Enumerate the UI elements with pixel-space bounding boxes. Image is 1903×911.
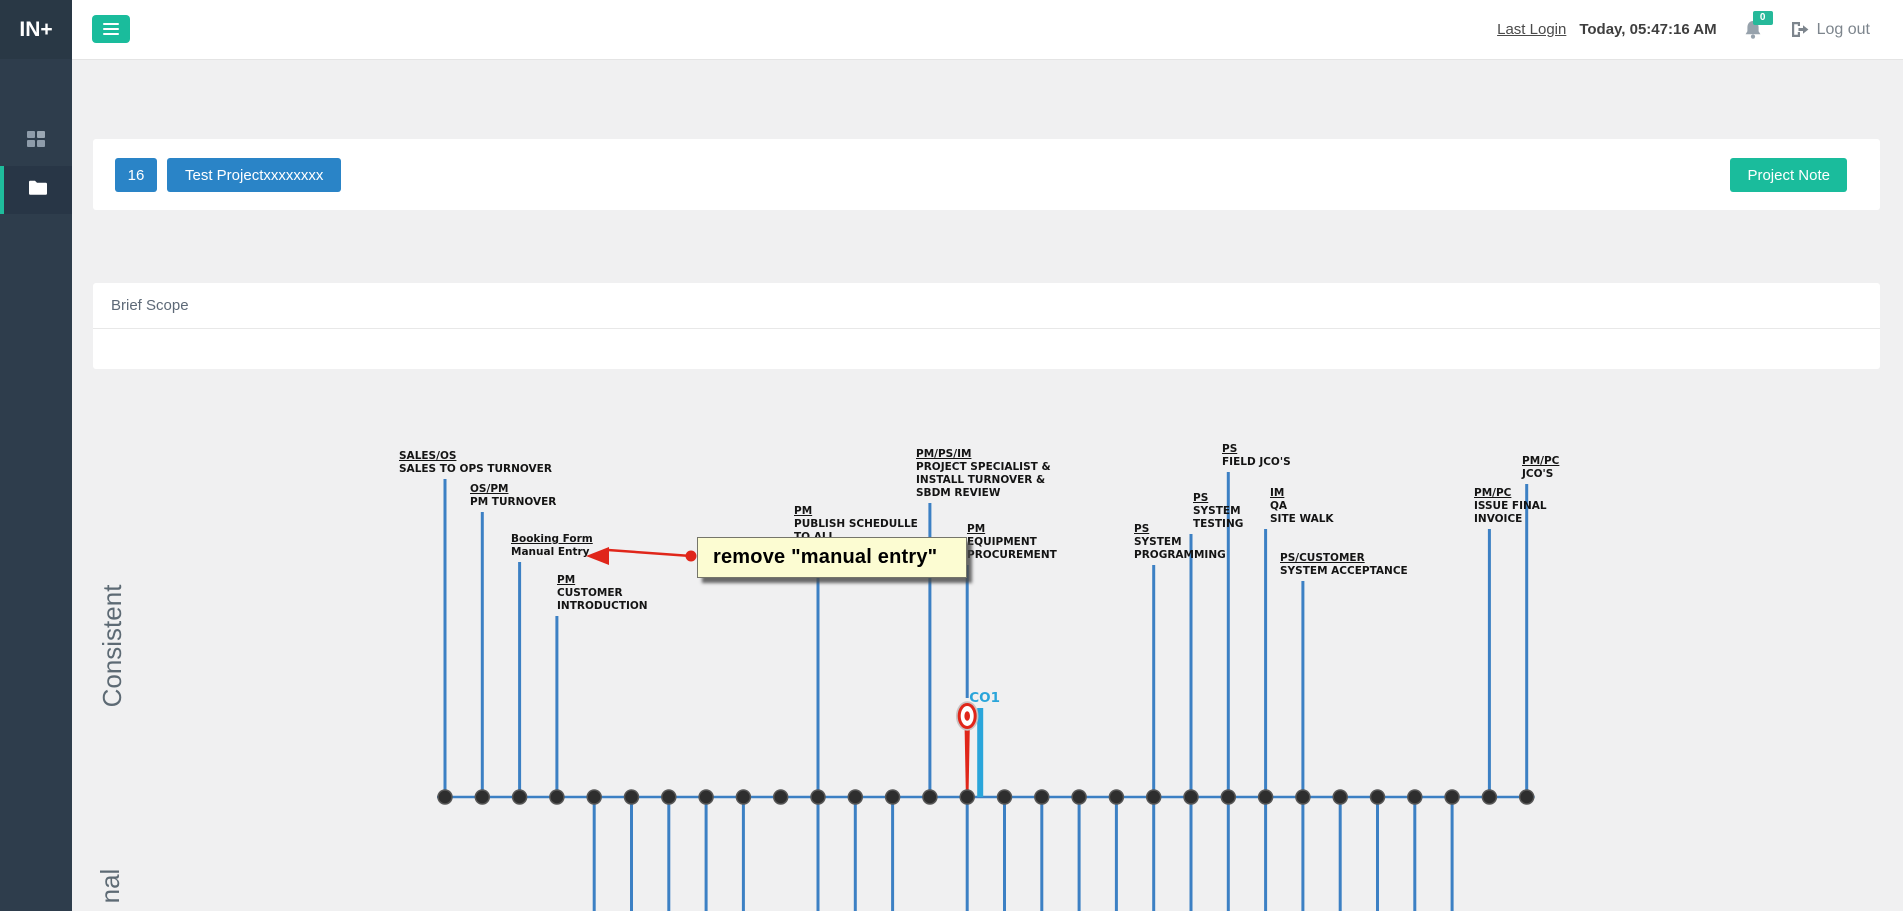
- milestone-label: OS/PM PM TURNOVER: [470, 483, 557, 508]
- grid-icon: [27, 131, 45, 153]
- project-note-button[interactable]: Project Note: [1730, 158, 1847, 192]
- timeline-dot: [1333, 790, 1347, 804]
- timeline-dot: [923, 790, 937, 804]
- milestone-label: SALES/OS SALES TO OPS TURNOVER: [399, 450, 552, 475]
- hamburger-icon: [103, 23, 119, 25]
- last-login-value: Today, 05:47:16 AM: [1579, 21, 1717, 38]
- milestone-label: IM QA SITE WALK: [1270, 487, 1334, 525]
- chart-row-label-consistent: Consistent: [97, 584, 127, 708]
- timeline-dot: [1482, 790, 1496, 804]
- timeline-dot: [587, 790, 601, 804]
- sidebar-item-projects[interactable]: [0, 166, 72, 214]
- logout-icon: [1791, 21, 1809, 38]
- milestone-label: PM EQUIPMENT PROCUREMENT: [967, 523, 1057, 561]
- timeline-dot: [1109, 790, 1123, 804]
- timeline-dot: [1520, 790, 1534, 804]
- timeline-dot: [438, 790, 452, 804]
- timeline-dot: [1147, 790, 1161, 804]
- sidebar-item-dashboard[interactable]: [0, 118, 72, 166]
- timeline-dot: [1408, 790, 1422, 804]
- chart-row-label-partial: nal: [95, 868, 125, 904]
- timeline-dot: [998, 790, 1012, 804]
- sidebar: [0, 0, 72, 911]
- notification-count-badge: 0: [1753, 11, 1773, 25]
- milestone-label: PM PUBLISH SCHEDULLE: [794, 505, 918, 530]
- milestone-label: PS SYSTEM TESTING: [1193, 492, 1244, 530]
- milestone-label: PM/PC ISSUE FINAL INVOICE: [1474, 487, 1547, 525]
- hamburger-menu-button[interactable]: [92, 15, 130, 43]
- timeline-dot: [1184, 790, 1198, 804]
- project-number-button[interactable]: 16: [115, 158, 157, 192]
- project-name-button[interactable]: Test Projectxxxxxxxx: [167, 158, 341, 192]
- annotation-note: remove "manual entry": [697, 537, 967, 578]
- timeline-dot: [774, 790, 788, 804]
- timeline-dot: [1296, 790, 1310, 804]
- milestone-label: PS SYSTEM PROGRAMMING: [1134, 523, 1226, 561]
- milestone-label: PM/PS/IM PROJECT SPECIALIST & INSTALL TURNOVER & SBDM REVIEW: [916, 448, 1051, 499]
- timeline-dot: [811, 790, 825, 804]
- timeline-dot: [1221, 790, 1235, 804]
- timeline-dot: [1035, 790, 1049, 804]
- last-login-link[interactable]: Last Login: [1497, 21, 1567, 38]
- timeline-dot: [662, 790, 676, 804]
- milestone-label: PM/PC JCO'S: [1522, 455, 1560, 480]
- milestone-label: PS/CUSTOMER SYSTEM ACCEPTANCE: [1280, 552, 1408, 577]
- timeline-dot: [513, 790, 527, 804]
- app-logo: IN+: [0, 0, 72, 59]
- logout-button[interactable]: [1791, 21, 1870, 39]
- timeline-dot: [1371, 790, 1385, 804]
- timeline-dot: [960, 790, 974, 804]
- timeline-dot: [848, 790, 862, 804]
- notifications-button[interactable]: [1742, 12, 1766, 42]
- brief-scope-title: Brief Scope: [111, 297, 189, 314]
- milestone-label: Booking Form Manual Entry: [511, 533, 593, 558]
- timeline-dot: [886, 790, 900, 804]
- change-order-label: CO1: [969, 690, 1000, 706]
- header-right-group: [1497, 0, 1870, 59]
- folder-icon: [29, 180, 47, 200]
- timeline-dot: [1259, 790, 1273, 804]
- milestone-label: PS FIELD JCO'S: [1222, 443, 1291, 468]
- timeline-dot: [1445, 790, 1459, 804]
- timeline-dot: [736, 790, 750, 804]
- top-header: [72, 0, 1903, 60]
- timeline-dot: [475, 790, 489, 804]
- timeline-dot: [550, 790, 564, 804]
- timeline-dot: [625, 790, 639, 804]
- timeline-dot: [1072, 790, 1086, 804]
- timeline-dot: [699, 790, 713, 804]
- logout-label: Log out: [1816, 20, 1870, 38]
- milestone-label: PM CUSTOMER INTRODUCTION: [557, 574, 648, 612]
